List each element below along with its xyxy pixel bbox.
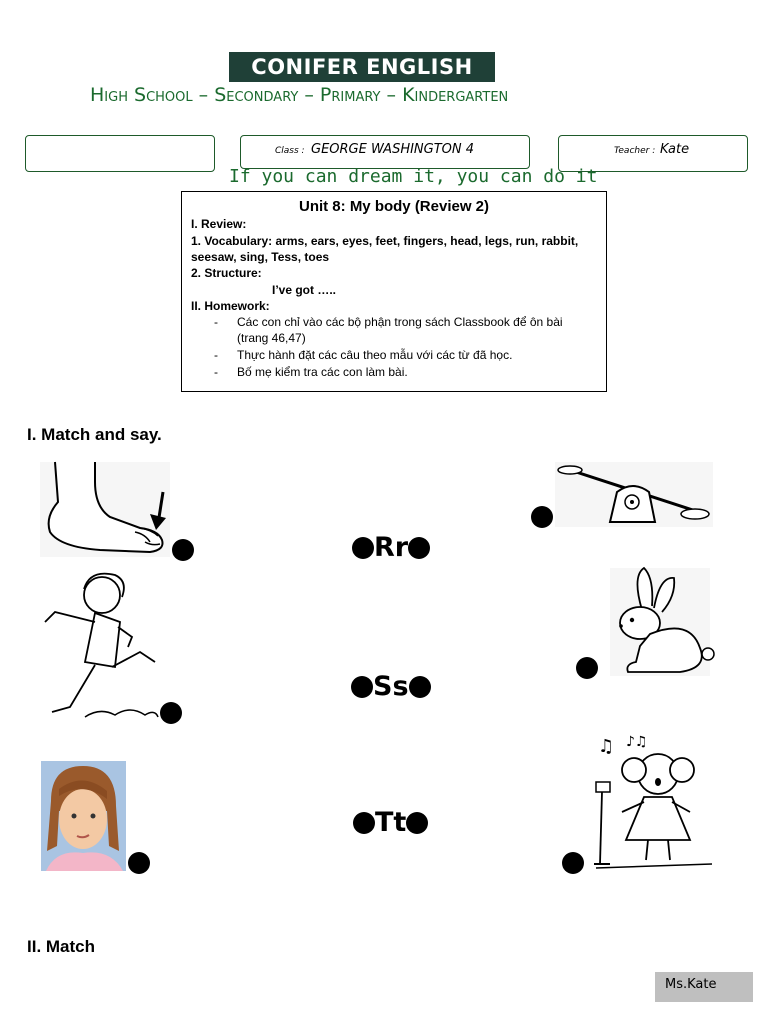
- foot-picture: [40, 462, 170, 557]
- unit-summary-box: [181, 191, 607, 392]
- match-dot[interactable]: [406, 812, 428, 834]
- teacher-value: Kate: [660, 142, 690, 157]
- vocabulary-line-2: seesaw, sing, Tess, toes: [191, 250, 330, 264]
- letter-rr-label: Rr: [374, 532, 409, 563]
- class-value: GEORGE WASHINGTON 4: [311, 142, 475, 157]
- structure-heading: 2. Structure:: [191, 266, 262, 280]
- letter-rr: [352, 532, 430, 563]
- music-note-icon: ♫: [598, 736, 615, 757]
- letter-ss-label: Ss: [373, 671, 409, 702]
- seesaw-picture: [555, 462, 713, 527]
- match-dot[interactable]: [160, 702, 182, 724]
- match-dot[interactable]: [351, 676, 373, 698]
- match-dot[interactable]: [353, 812, 375, 834]
- class-label: Class :: [275, 146, 305, 156]
- class-box: [240, 135, 530, 169]
- school-levels: High School – Secondary – Primary – Kindergarten: [90, 84, 509, 106]
- music-note-icon: ♪♫: [626, 734, 648, 750]
- letter-tt: [353, 807, 428, 838]
- match-dot[interactable]: [409, 676, 431, 698]
- homework-item-2: Thực hành đặt các câu theo mẫu với các từ đã học.: [237, 348, 513, 362]
- brand-banner: CONIFER ENGLISH: [229, 52, 495, 82]
- section-1-title: I. Match and say.: [27, 425, 162, 444]
- bullet-dash: -: [214, 315, 218, 329]
- homework-item-3: Bố mẹ kiểm tra các con làm bài.: [237, 365, 408, 379]
- teacher-label: Teacher :: [614, 146, 656, 156]
- bullet-dash: -: [214, 348, 218, 362]
- singing-girl-picture: [586, 732, 712, 872]
- letter-tt-label: Tt: [375, 807, 407, 838]
- unit-title: Unit 8: My body (Review 2): [298, 198, 490, 215]
- running-girl-picture: [40, 567, 160, 722]
- homework-item-1-cont: (trang 46,47): [237, 331, 306, 345]
- vocabulary-line-1: 1. Vocabulary: arms, ears, eyes, feet, fingers, head, legs, run, rabbit,: [191, 234, 579, 248]
- match-dot[interactable]: [172, 539, 194, 561]
- structure-example: I’ve got …..: [272, 283, 337, 297]
- match-dot[interactable]: [408, 537, 430, 559]
- bullet-dash: -: [214, 365, 218, 379]
- match-dot[interactable]: [128, 852, 150, 874]
- letter-ss: [351, 671, 431, 702]
- girl-face-picture: [41, 761, 126, 871]
- section-2-title: II. Match: [27, 937, 96, 956]
- motto: If you can dream it, you can do it: [229, 166, 598, 187]
- match-dot[interactable]: [352, 537, 374, 559]
- author-tag: Ms.Kate: [655, 972, 753, 1002]
- homework-item-1: Các con chỉ vào các bộ phận trong sách Classbook để ôn bài: [237, 315, 563, 329]
- match-dot[interactable]: [531, 506, 553, 528]
- review-heading: I. Review:: [191, 217, 247, 231]
- name-box: [25, 135, 215, 172]
- rabbit-picture: [610, 568, 710, 676]
- match-dot[interactable]: [562, 852, 584, 874]
- match-dot[interactable]: [576, 657, 598, 679]
- homework-heading: II. Homework:: [191, 299, 270, 313]
